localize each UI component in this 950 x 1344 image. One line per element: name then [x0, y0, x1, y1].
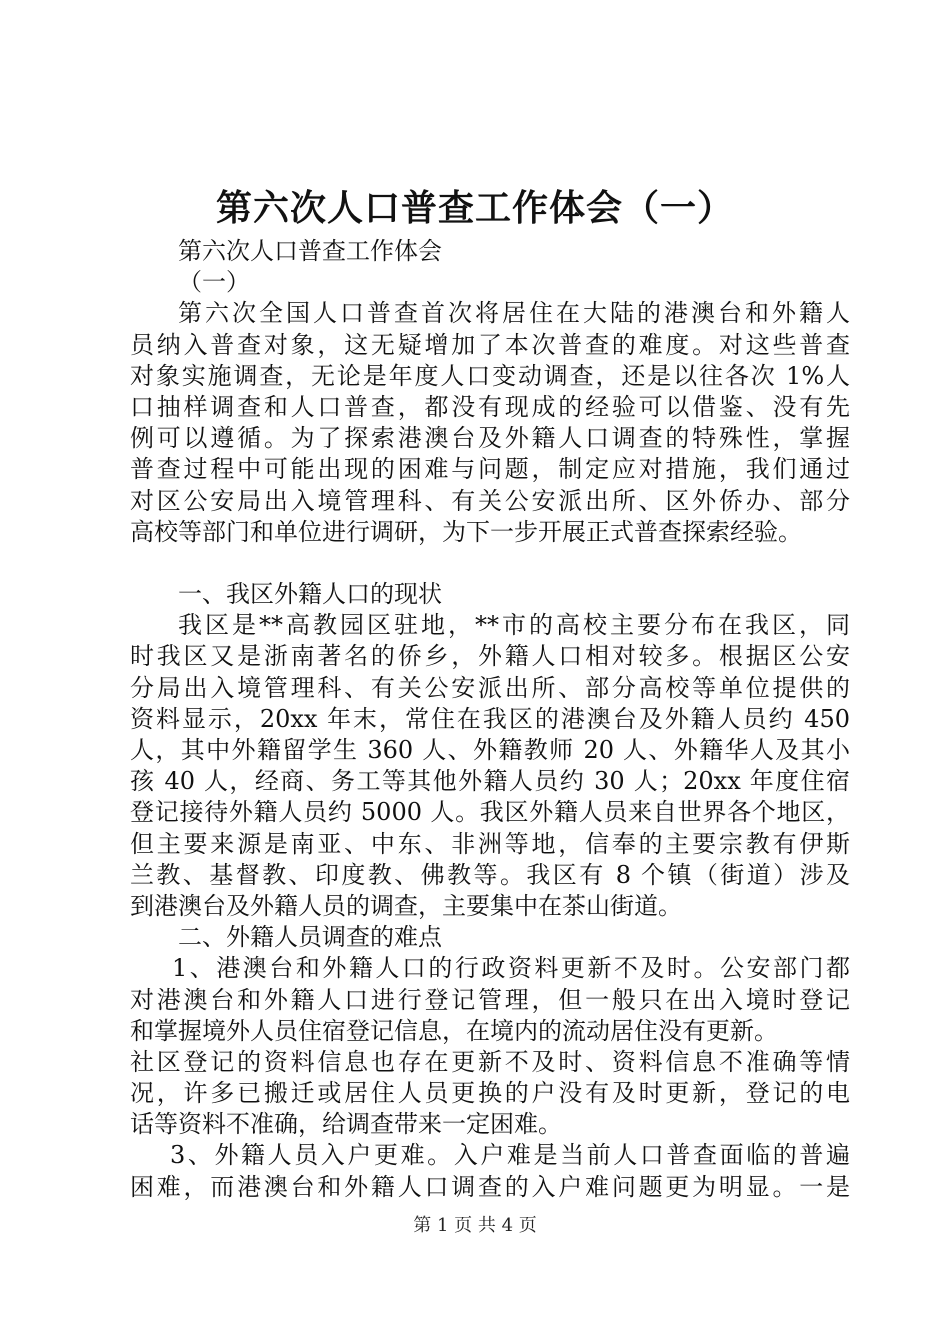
page-footer: 第 1 页 共 4 页 — [413, 1215, 537, 1236]
body-line: 孩 40 人，经商、务工等其他外籍人员约 30 人；20xx 年度住宿 — [130, 767, 850, 796]
body-line: 况，许多已搬迁或居住人员更换的户没有及时更新，登记的电 — [130, 1079, 850, 1108]
body-line: 但主要来源是南亚、中东、非洲等地，信奉的主要宗教有伊斯 — [130, 829, 850, 858]
blank-line — [130, 548, 850, 579]
body-line: 一、我区外籍人口的现状 — [178, 580, 442, 609]
body-line: （一） — [178, 268, 250, 297]
body-line: 登记接待外籍人员约 5000 人。我区外籍人员来自世界各个地区， — [130, 798, 850, 827]
body-line: 对港澳台和外籍人口进行登记管理，但一般只在出入境时登记 — [130, 985, 850, 1014]
document-title: 第六次人口普查工作体会（一） — [215, 187, 734, 229]
body-line: 例可以遵循。为了探索港澳台及外籍人口调查的特殊性，掌握 — [130, 424, 850, 453]
body-line: 1、港澳台和外籍人口的行政资料更新不及时。公安部门都 — [172, 954, 850, 983]
body-line: 到港澳台及外籍人员的调查，主要集中在茶山街道。 — [130, 891, 682, 920]
body-line: 二、外籍人员调查的难点 — [178, 923, 442, 952]
body-line: 分局出入境管理科、有关公安派出所、部分高校等单位提供的 — [130, 673, 850, 702]
body-line: 人，其中外籍留学生 360 人、外籍教师 20 人、外籍华人及其小 — [130, 736, 850, 764]
body-line: 对区公安局出入境管理科、有关公安派出所、区外侨办、部分 — [130, 486, 850, 515]
body-line: 3、外籍人员入户更难。入户难是当前人口普查面临的普遍 — [170, 1141, 850, 1170]
body-line: 困难，而港澳台和外籍人口调查的入户难问题更为明显。一是 — [130, 1172, 850, 1201]
body-line: 资料显示，20xx 年末，常住在我区的港澳台及外籍人员约 450 — [130, 704, 850, 733]
body-line: 员纳入普查对象，这无疑增加了本次普查的难度。对这些普查 — [130, 330, 850, 359]
document-body — [130, 236, 850, 1203]
body-line: 口抽样调查和人口普查，都没有现成的经验可以借鉴、没有先 — [130, 392, 850, 421]
body-line: 高校等部门和单位进行调研，为下一步开展正式普查探索经验。 — [130, 517, 802, 546]
body-line: 兰教、基督教、印度教、佛教等。我区有 8 个镇（街道）涉及 — [130, 860, 850, 889]
body-line: 时我区又是浙南著名的侨乡，外籍人口相对较多。根据区公安 — [130, 642, 850, 671]
body-line: 对象实施调查，无论是年度人口变动调查，还是以往各次 1%人 — [130, 361, 850, 390]
body-line: 普查过程中可能出现的困难与问题，制定应对措施，我们通过 — [130, 455, 850, 484]
body-line: 社区登记的资料信息也存在更新不及时、资料信息不准确等情 — [130, 1047, 850, 1076]
body-line: 第六次全国人口普查首次将居住在大陆的港澳台和外籍人 — [178, 299, 850, 328]
body-line: 话等资料不准确，给调查带来一定困难。 — [130, 1110, 562, 1139]
body-line: 我区是**高教园区驻地，**市的高校主要分布在我区，同 — [178, 611, 850, 640]
body-line: 第六次人口普查工作体会 — [178, 237, 442, 265]
body-line: 和掌握境外人员住宿登记信息，在境内的流动居住没有更新。 — [130, 1016, 778, 1045]
